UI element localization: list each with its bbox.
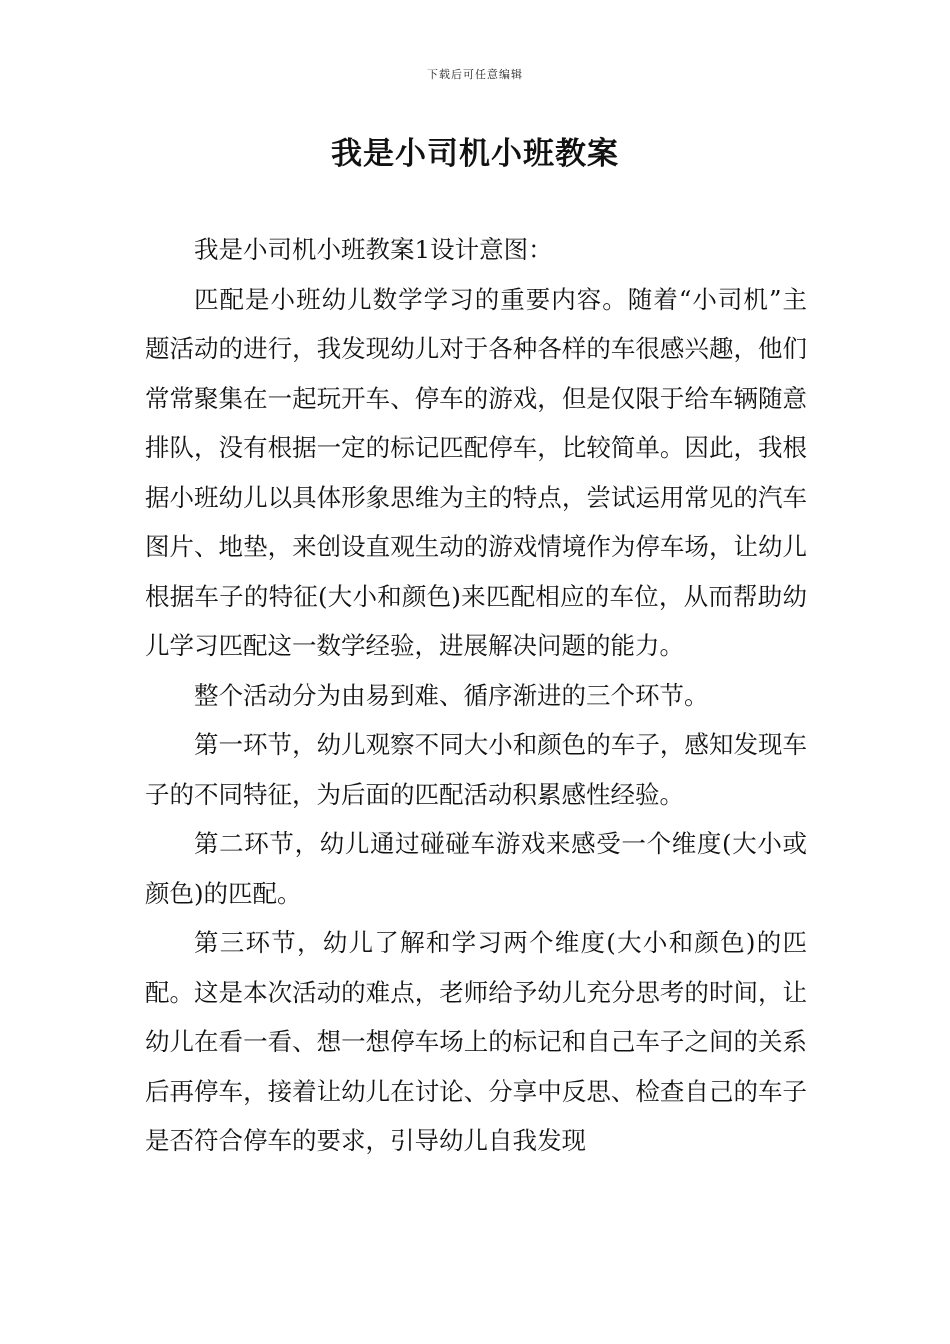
paragraph-stage-one: 第一环节，幼儿观察不同大小和颜色的车子，感知发现车子的不同特征，为后面的匹配活动积累感性经验。 [145, 730, 807, 809]
document-title: 我是小司机小班教案 [331, 136, 619, 172]
document-body [145, 225, 807, 1166]
paragraph-stage-three: 第三环节，幼儿了解和学习两个维度(大小和颜色)的匹配。这是本次活动的难点，老师给予幼儿充分思考的时间，让幼儿在看一看、想一想停车场上的标记和自己车子之间的关系后再停车，接着让幼儿在讨论、分享中反思、检查自己的车子是否符合停车的要求，引导幼儿自我发现 [145, 928, 807, 1155]
header-note: 下载后可任意编辑 [427, 68, 523, 81]
paragraph-intro: 我是小司机小班教案1设计意图： [194, 235, 553, 264]
paragraph-overview: 整个活动分为由易到难、循序渐进的三个环节。 [194, 680, 709, 710]
paragraph-design-intent: 匹配是小班幼儿数学学习的重要内容。随着“小司机”主题活动的进行，我发现幼儿对于各种各样的车很感兴趣，他们常常聚集在一起玩开车、停车的游戏，但是仅限于给车辆随意排队，没有根据一定的标记匹配停车，比较简单。因此，我根据小班幼儿以具体形象思维为主的特点，尝试运用常见的汽车图片、地垫，来创设直观生动的游戏情境作为停车场，让幼儿根据车子的特征(大小和颜色)来匹配相应的车位，从而帮助幼儿学习匹配这一数学经验，进展解决问题的能力。 [145, 284, 807, 660]
paragraph-stage-two: 第二环节，幼儿通过碰碰车游戏来感受一个维度(大小或颜色)的匹配。 [145, 829, 807, 908]
